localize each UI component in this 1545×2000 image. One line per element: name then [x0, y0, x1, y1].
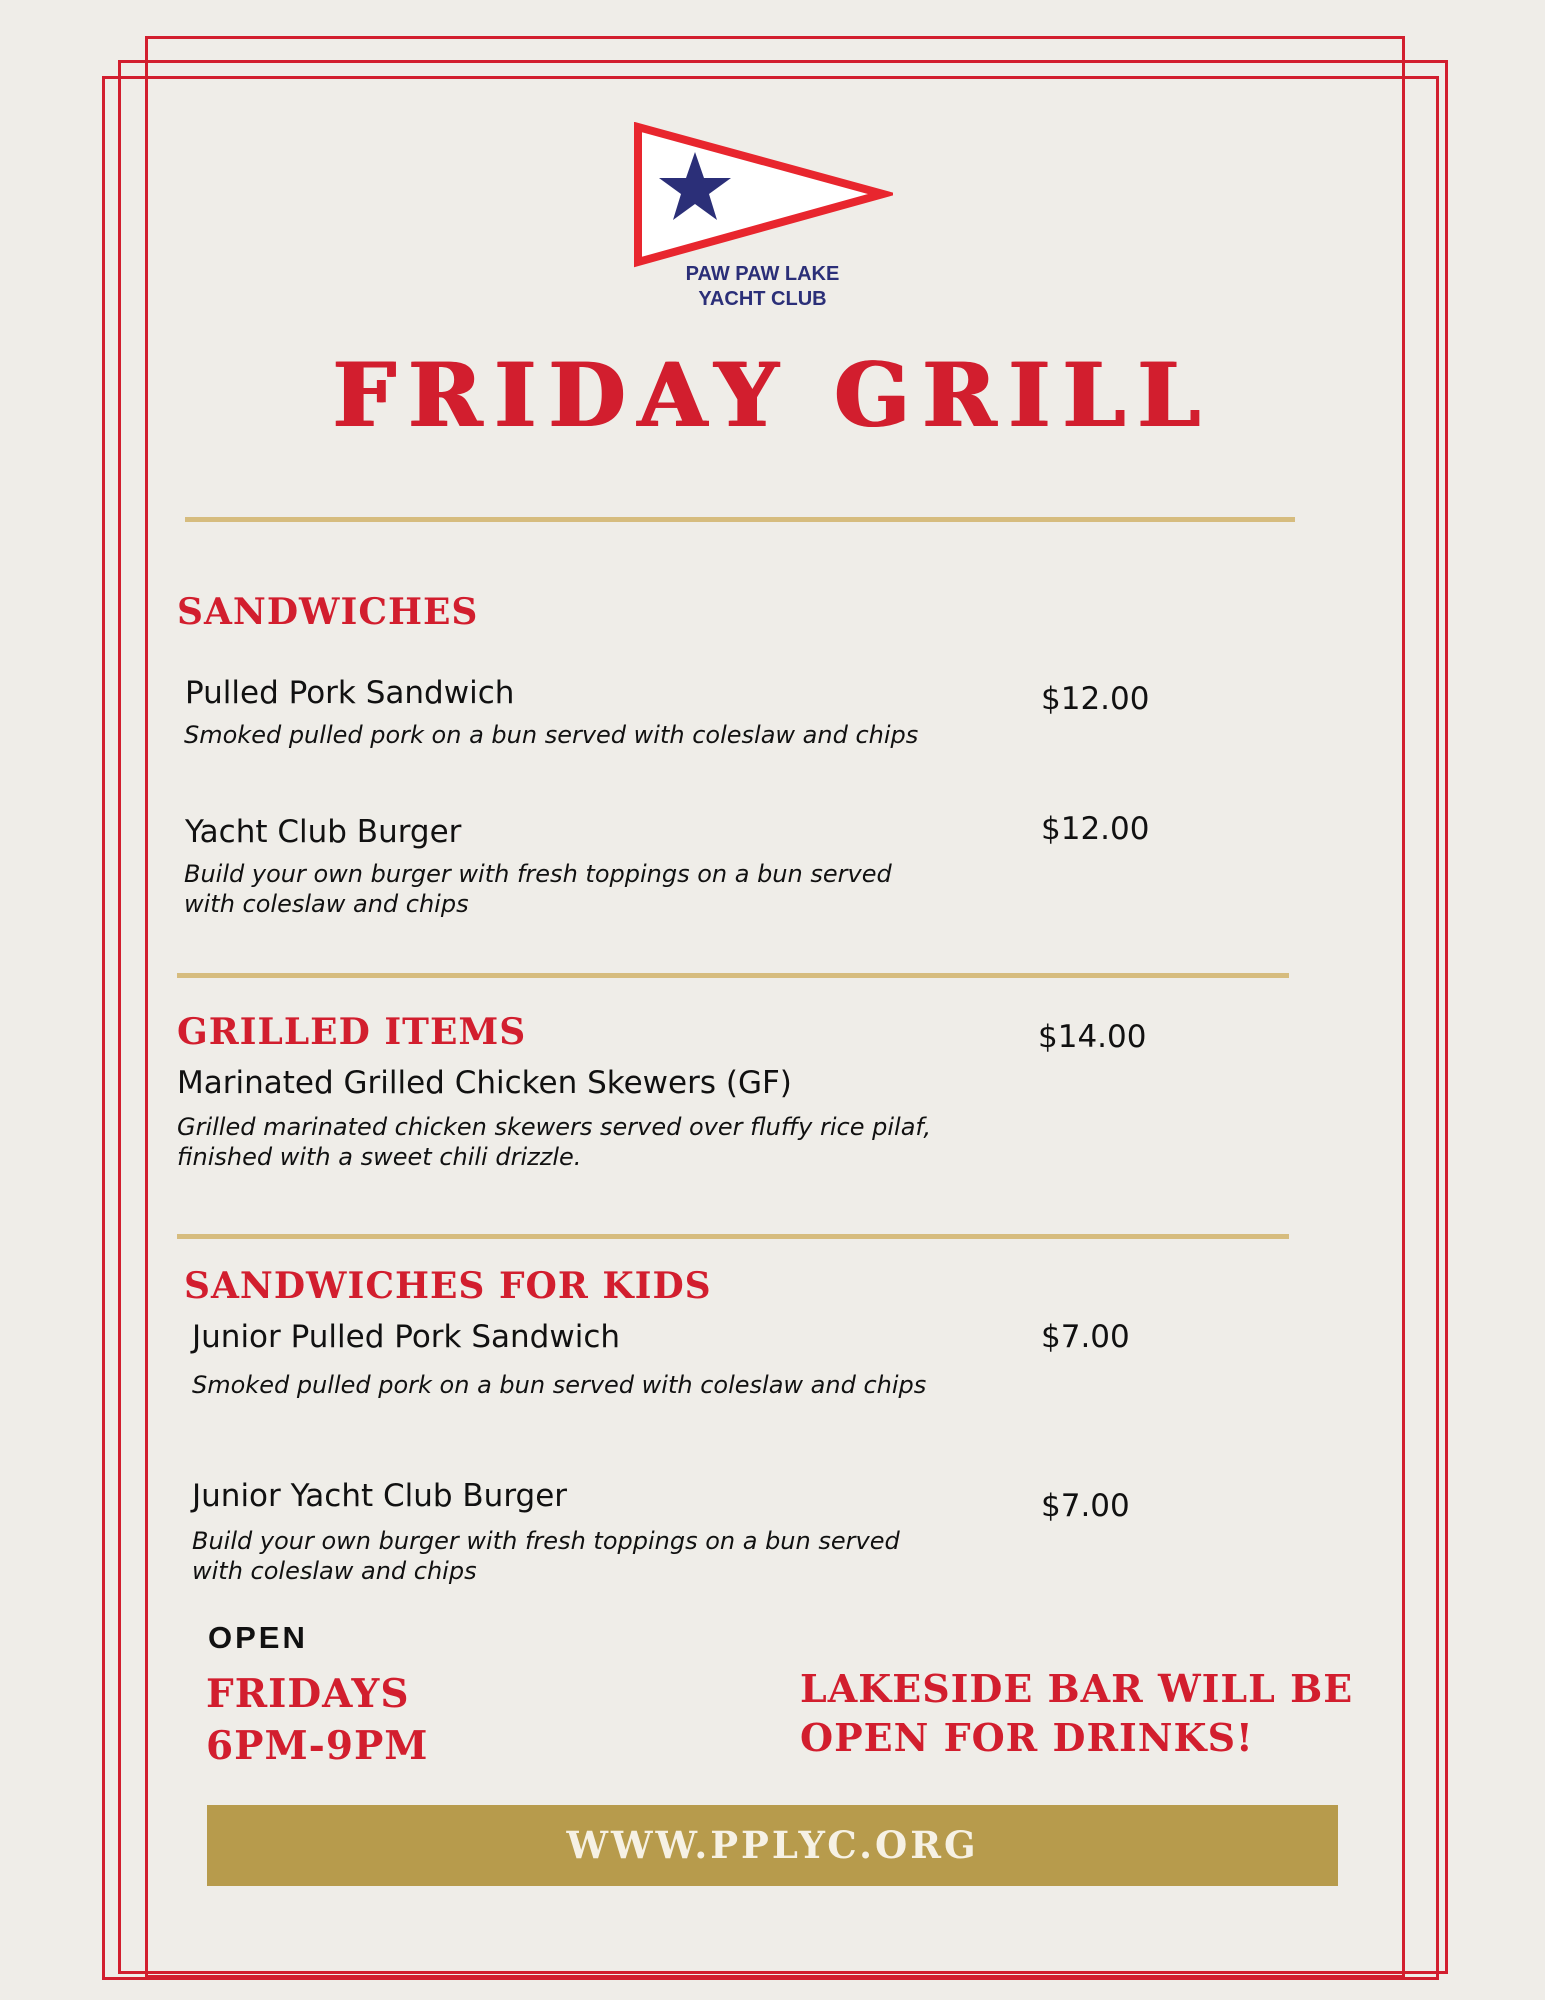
menu-item-description: Build your own burger with fresh toppings on a bun served with coleslaw and chips	[184, 860, 892, 918]
menu-item-price: $7.00	[1041, 1319, 1130, 1355]
club-name-line1: PAW PAW LAKE	[685, 263, 840, 285]
divider	[177, 1234, 1289, 1239]
section-heading-sandwiches-for-kids: SANDWICHES FOR KIDS	[184, 1265, 712, 1307]
opening-time: 6PM-9PM	[206, 1723, 429, 1769]
section-heading-sandwiches: SANDWICHES	[177, 591, 479, 633]
menu-item-description: Smoked pulled pork on a bun served with coleslaw and chips	[192, 1371, 927, 1399]
opening-days: FRIDAYS	[206, 1671, 410, 1717]
divider	[185, 517, 1295, 522]
bar-announcement-line2: OPEN FOR DRINKS!	[800, 1715, 1254, 1760]
menu-item-price: $14.00	[1038, 1019, 1147, 1055]
page-title: FRIDAY GRILL	[332, 343, 1213, 447]
menu-item-price: $12.00	[1041, 811, 1150, 847]
menu-item-name: Yacht Club Burger	[185, 814, 462, 850]
menu-item-name: Pulled Pork Sandwich	[185, 675, 515, 711]
bar-announcement-line1: LAKESIDE BAR WILL BE	[800, 1666, 1354, 1711]
menu-item-name: Marinated Grilled Chicken Skewers (GF)	[177, 1065, 792, 1101]
menu-item-price: $12.00	[1041, 681, 1150, 717]
opening-hours	[206, 1668, 428, 1772]
divider	[177, 973, 1289, 978]
menu-item-description: Build your own burger with fresh toppings on a bun served with coleslaw and chips	[192, 1527, 900, 1585]
menu-item-name: Junior Pulled Pork Sandwich	[192, 1319, 621, 1355]
open-label: OPEN	[208, 1620, 308, 1655]
menu-item-name: Junior Yacht Club Burger	[192, 1478, 568, 1514]
website-banner: WWW.PPLYC.ORG	[207, 1805, 1338, 1886]
menu-item-price: $7.00	[1041, 1488, 1130, 1524]
club-name-line2: YACHT CLUB	[698, 288, 827, 310]
bar-announcement	[800, 1664, 1360, 1762]
club-name	[640, 262, 885, 312]
pennant-logo	[633, 122, 893, 272]
menu-item-description: Smoked pulled pork on a bun served with coleslaw and chips	[184, 721, 919, 749]
section-heading-grilled-items: GRILLED ITEMS	[177, 1011, 527, 1053]
menu-item-description: Grilled marinated chicken skewers served over fluffy rice pilaf, finished with a sweet chili drizzle.	[177, 1113, 932, 1171]
